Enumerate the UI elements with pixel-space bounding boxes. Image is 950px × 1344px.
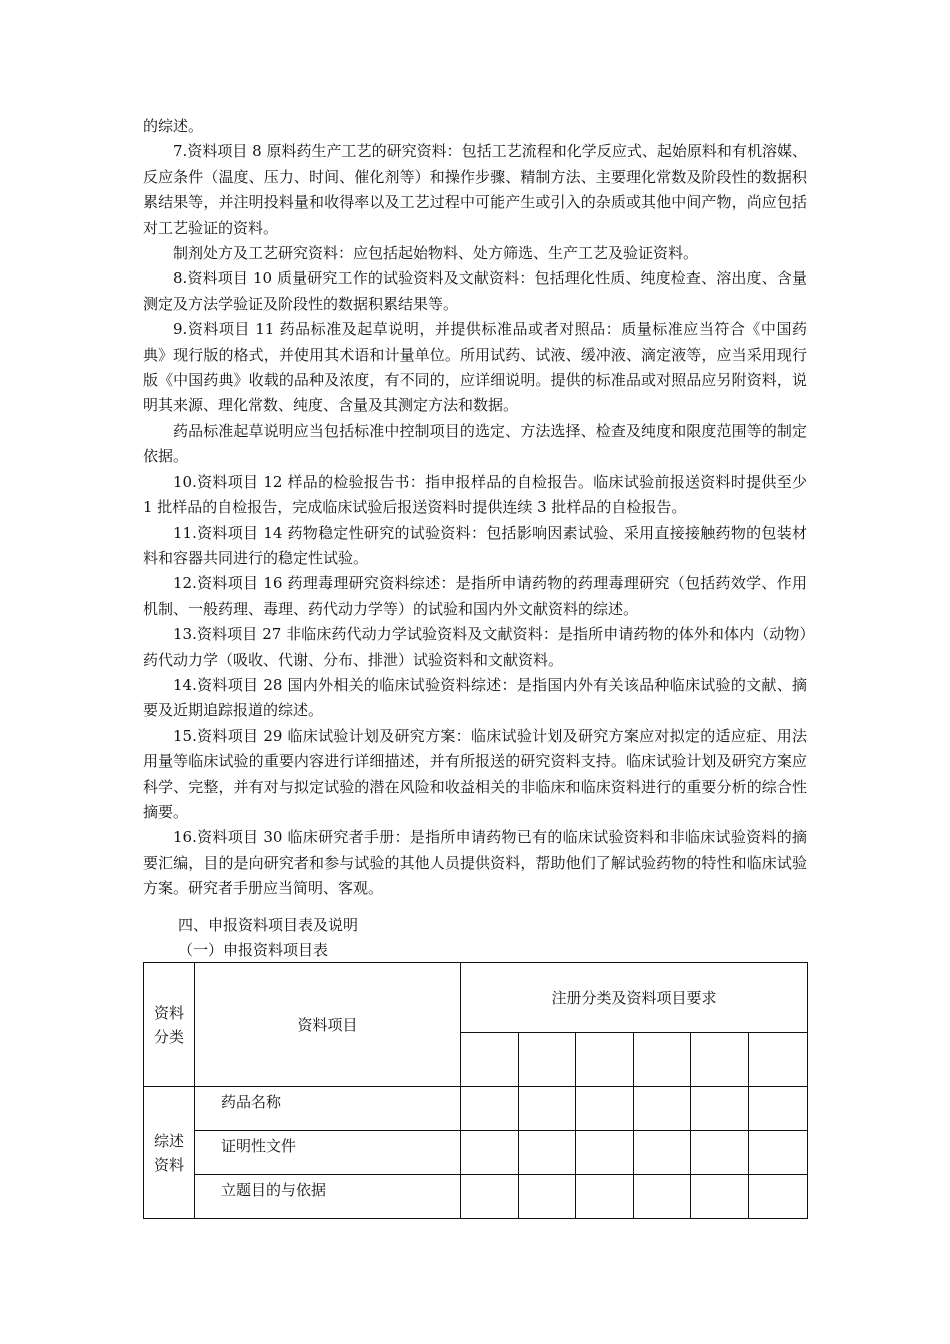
paragraph: 10.资料项目 12 样品的检验报告书：指申报样品的自检报告。临床试验前报送资料时提供至少 1 批样品的自检报告，完成临床试验后报送资料时提供连续 3 批样品的自检报告。 [143, 472, 807, 517]
table-row [144, 1175, 808, 1219]
paragraph: 13.资料项目 27 非临床药代动力学试验资料及文献资料：是指所申请药物的体外和体内（动物）药代动力学（吸收、代谢、分布、排泄）试验资料和文献资料。 [143, 625, 807, 669]
empty-cell [749, 1087, 808, 1131]
empty-cell [461, 1131, 519, 1175]
group-category-cell [144, 1087, 195, 1219]
empty-header-cell [634, 1033, 691, 1087]
paragraph: 的综述。 [143, 117, 204, 135]
empty-cell [691, 1175, 749, 1219]
paragraph: 7.资料项目 8 原料药生产工艺的研究资料：包括工艺流程和化学反应式、起始原料和有机溶媒、反应条件（温度、压力、时间、催化剂等）和操作步骤、精制方法、主要理化常数及阶段性的数据积累结果等，并注明投料量和收得率以及工艺过程中可能产生或引入的杂质或其他中间产物，尚应包括对工艺验证的资料。 [143, 142, 807, 237]
empty-cell [519, 1087, 576, 1131]
paragraph: 药品标准起草说明应当包括标准中控制项目的选定、方法选择、检查及纯度和限度范围等的制定依据。 [143, 421, 807, 466]
paragraph: 12.资料项目 16 药理毒理研究资料综述：是指所申请药物的药理毒理研究（包括药效学、作用机制、一般药理、毒理、药代动力学等）的试验和国内外文献资料的综述。 [143, 574, 807, 618]
paragraph: 制剂处方及工艺研究资料：应包括起始物料、处方筛选、生产工艺及验证资料。 [173, 244, 699, 263]
empty-cell [461, 1087, 519, 1131]
empty-cell [576, 1175, 634, 1219]
empty-header-cell [691, 1033, 749, 1087]
paragraph: 9.资料项目 11 药品标准及起草说明，并提供标准品或者对照品：质量标准应当符合《中国药典》现行版的格式，并使用其术语和计量单位。所用试药、试液、缓冲液、滴定液等，应当采用现行版《中国药典》收载的品种及浓度，有不同的，应详细说明。提供的标准品或对照品应另附资料，说明其来源、理化常数、纯度、含量及其测定方法和数据。 [143, 320, 807, 415]
item-cell: 证明性文件 [195, 1131, 461, 1175]
empty-cell [749, 1131, 808, 1175]
header-item-cell [195, 963, 461, 1087]
empty-header-cell [576, 1033, 634, 1087]
sub-heading: （一）申报资料项目表 [178, 941, 329, 959]
header-item: 资料项目 [297, 1016, 358, 1034]
empty-header-cell [461, 1033, 519, 1087]
empty-cell [576, 1087, 634, 1131]
header-category-cell [144, 963, 195, 1087]
paragraph: 11.资料项目 14 药物稳定性研究的试验资料：包括影响因素试验、采用直接接触药物的包装材料和容器共同进行的稳定性试验。 [143, 523, 807, 567]
empty-cell [519, 1175, 576, 1219]
empty-header-cell [749, 1033, 808, 1087]
paragraph: 15.资料项目 29 临床试验计划及研究方案：临床试验计划及研究方案应对拟定的适应症、用法用量等临床试验的重要内容进行详细描述，并有所报送的研究资料支持。临床试验计划及研究方案应科学、完整，并有对与拟定试验的潜在风险和收益相关的非临床和临床资料进行的重要分析的综合性摘要。 [143, 726, 807, 821]
table-row [144, 1131, 808, 1175]
paragraph: 16.资料项目 30 临床研究者手册：是指所申请药物已有的临床试验资料和非临床试验资料的摘要汇编，目的是向研究者和参与试验的其他人员提供资料，帮助他们了解试验药物的特性和临床试验方案。研究者手册应当简明、客观。 [143, 828, 807, 898]
paragraph: 8.资料项目 10 质量研究工作的试验资料及文献资料：包括理化性质、纯度检查、溶出度、含量测定及方法学验证及阶段性的数据积累结果等。 [143, 269, 807, 313]
empty-cell [461, 1175, 519, 1219]
item-cell: 立题目的与依据 [195, 1175, 461, 1219]
group-category: 综述资料 [153, 1131, 184, 1174]
application-items-table [143, 962, 808, 1219]
empty-cell [519, 1131, 576, 1175]
empty-cell [691, 1087, 749, 1131]
empty-cell [634, 1131, 691, 1175]
empty-cell [691, 1131, 749, 1175]
item-cell: 药品名称 [195, 1087, 461, 1131]
empty-cell [749, 1175, 808, 1219]
header-registration-cell [461, 963, 808, 1033]
section-heading: 四、申报资料项目表及说明 [178, 916, 359, 934]
empty-cell [634, 1175, 691, 1219]
empty-cell [634, 1087, 691, 1131]
header-category: 资料分类 [153, 1003, 184, 1046]
table-row [144, 1087, 808, 1131]
empty-cell [576, 1131, 634, 1175]
empty-header-cell [519, 1033, 576, 1087]
paragraph: 14.资料项目 28 国内外相关的临床试验资料综述：是指国内外有关该品种临床试验的文献、摘要及近期追踪报道的综述。 [143, 675, 807, 720]
body-text [143, 114, 807, 902]
header-registration: 注册分类及资料项目要求 [551, 989, 717, 1007]
